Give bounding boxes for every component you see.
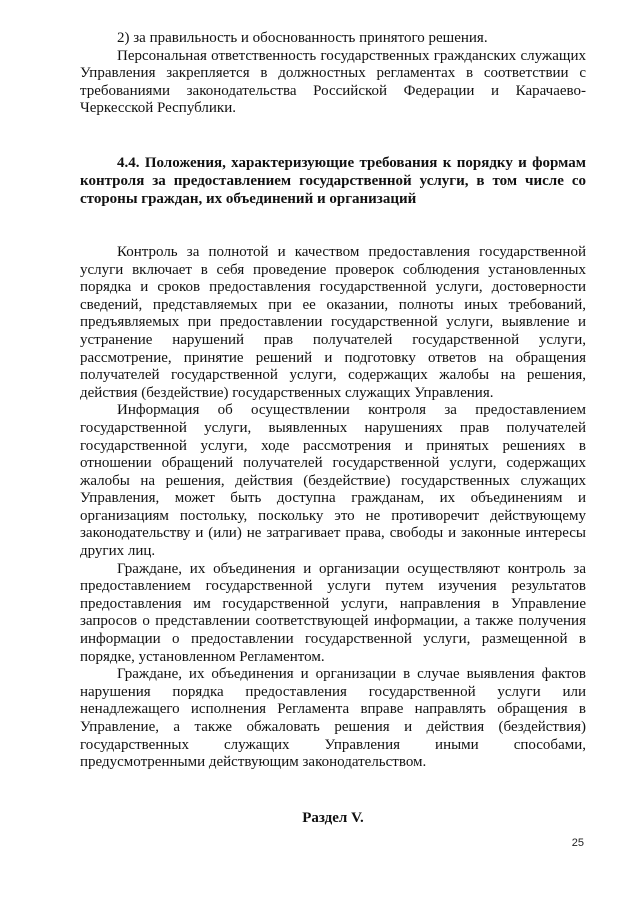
paragraph-citizens-control: Граждане, их объединения и организации осуществляют контроль за предоставлением государственной услуги путем изучения результатов предоставления им государственной услуги, направления в Управление запросов о представлении соответствующей информации, а также получения информации о предоставлении государственной услуги, размещенной в порядке, установленном Регламентом. bbox=[80, 560, 586, 665]
document-page bbox=[80, 30, 586, 842]
page-number: 25 bbox=[571, 837, 584, 849]
paragraph-information: Информация об осуществлении контроля за предоставлением государственной услуги, выявленных нарушениях прав получателей государственной услуги, ходе рассмотрения и принятых решениях в отношении обращений получателей государственной услуги, содержащих жалобы на решения, действия (бездействие) государственных служащих Управления, может быть доступна гражданам, их объединениям и организациям постольку, поскольку это не противоречит действующему законодательству и (или) не затрагивает права, свободы и законные интересы других лиц. bbox=[80, 402, 586, 560]
paragraph-citizens-violations: Граждане, их объединения и организации в случае выявления фактов нарушения порядка предоставления государственной услуги или ненадлежащего исполнения Регламента вправе направлять обращения в Управление, а также обжаловать решения и действия (бездействия) государственных служащих Управления иными способами, предусмотренными действующим законодательством. bbox=[80, 666, 586, 771]
heading-4-4: 4.4. Положения, характеризующие требования к порядку и формам контроля за предоставлением государственной услуги, в том числе со стороны граждан, их объединений и организаций bbox=[80, 154, 586, 207]
paragraph-responsibility: Персональная ответственность государственных гражданских служащих Управления закрепляется в должностных регламентах в соответствии с требованиями законодательства Российской Федерации и Карачаево-Черкесской Республики. bbox=[80, 47, 586, 117]
paragraph-control: Контроль за полнотой и качеством предоставления государственной услуги включает в себя проведение проверок соблюдения установленных порядка и сроков предоставления государственной услуги, достоверности сведений, представляемых при ее оказании, полноты иных требований, предъявляемых при предоставлении государственной услуги, выявление и устранение нарушений прав получателей государственной услуги, рассмотрение, принятие решений и подготовку ответов на обращения получателей государственной услуги, содержащих жалобы на решения, действия (бездействие) государственных служащих Управления. bbox=[80, 243, 586, 401]
paragraph-top-item: 2) за правильность и обоснованность принятого решения. bbox=[117, 30, 488, 46]
section-title: Раздел V. bbox=[302, 809, 364, 826]
